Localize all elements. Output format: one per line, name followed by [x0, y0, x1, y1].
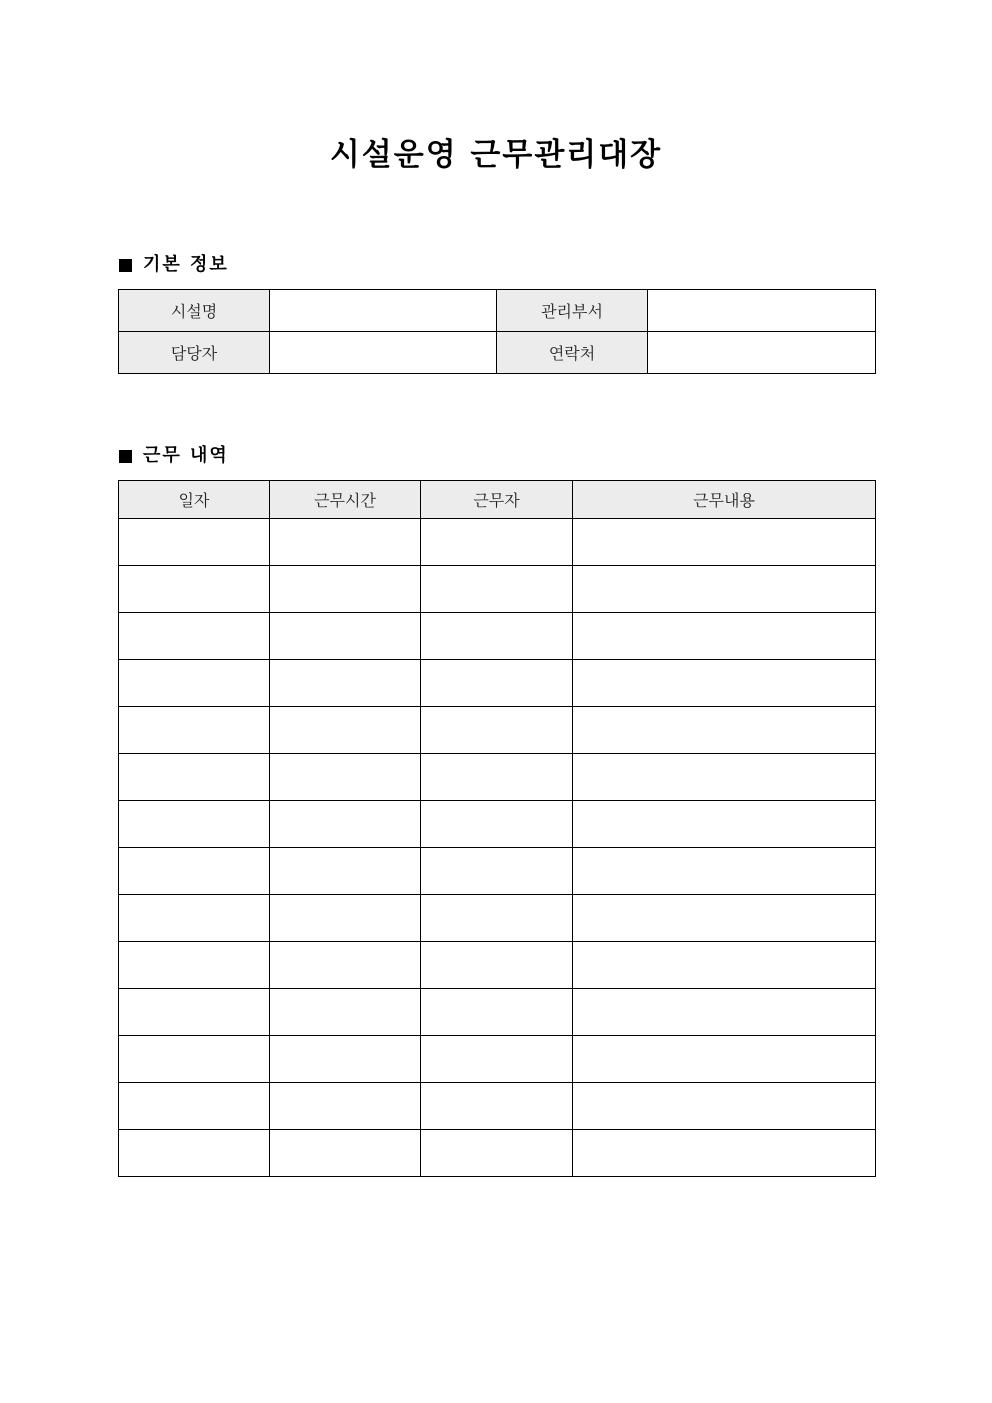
contact-field[interactable]: [648, 332, 876, 374]
work-hours-cell[interactable]: [270, 519, 421, 566]
worker-cell[interactable]: [421, 1083, 573, 1130]
work-details-cell[interactable]: [573, 848, 876, 895]
date-cell[interactable]: [119, 660, 270, 707]
manager-field[interactable]: [270, 332, 497, 374]
worker-cell[interactable]: [421, 707, 573, 754]
managing-department-field[interactable]: [648, 290, 876, 332]
date-cell[interactable]: [119, 1036, 270, 1083]
work-details-cell[interactable]: [573, 895, 876, 942]
table-row: [119, 1130, 876, 1177]
work-log-heading: [119, 445, 229, 467]
date-cell[interactable]: [119, 754, 270, 801]
basic-info-table: [118, 289, 876, 374]
work-hours-cell[interactable]: [270, 1036, 421, 1083]
work-details-cell[interactable]: [573, 1130, 876, 1177]
column-header-work-hours: 근무시간: [270, 481, 421, 519]
date-cell[interactable]: [119, 989, 270, 1036]
worker-cell[interactable]: [421, 566, 573, 613]
worker-cell[interactable]: [421, 519, 573, 566]
worker-cell[interactable]: [421, 754, 573, 801]
table-row: [119, 707, 876, 754]
facility-name-label: 시설명: [119, 290, 270, 332]
basic-info-heading-text: 기본 정보: [143, 254, 229, 275]
work-details-cell[interactable]: [573, 754, 876, 801]
column-header-work-details: 근무내용: [573, 481, 876, 519]
work-hours-cell[interactable]: [270, 1130, 421, 1177]
work-details-cell[interactable]: [573, 707, 876, 754]
work-log-heading-text: 근무 내역: [143, 445, 229, 466]
table-row: [119, 566, 876, 613]
date-cell[interactable]: [119, 848, 270, 895]
work-hours-cell[interactable]: [270, 660, 421, 707]
table-row: [119, 848, 876, 895]
managing-department-label: 관리부서: [497, 290, 648, 332]
worker-cell[interactable]: [421, 613, 573, 660]
work-details-cell[interactable]: [573, 660, 876, 707]
basic-info-row: [119, 290, 876, 332]
work-hours-cell[interactable]: [270, 566, 421, 613]
work-hours-cell[interactable]: [270, 801, 421, 848]
date-cell[interactable]: [119, 942, 270, 989]
table-row: [119, 1083, 876, 1130]
table-row: [119, 613, 876, 660]
square-bullet-icon: [119, 450, 132, 463]
worker-cell[interactable]: [421, 989, 573, 1036]
date-cell[interactable]: [119, 613, 270, 660]
date-cell[interactable]: [119, 1130, 270, 1177]
date-cell[interactable]: [119, 707, 270, 754]
work-details-cell[interactable]: [573, 519, 876, 566]
date-cell[interactable]: [119, 566, 270, 613]
table-row: [119, 660, 876, 707]
table-row: [119, 1036, 876, 1083]
table-row: [119, 519, 876, 566]
work-details-cell[interactable]: [573, 1036, 876, 1083]
table-row: [119, 989, 876, 1036]
work-details-cell[interactable]: [573, 566, 876, 613]
date-cell[interactable]: [119, 801, 270, 848]
table-row: [119, 801, 876, 848]
work-log-table: [118, 480, 876, 1177]
worker-cell[interactable]: [421, 1130, 573, 1177]
work-details-cell[interactable]: [573, 942, 876, 989]
worker-cell[interactable]: [421, 1036, 573, 1083]
manager-label: 담당자: [119, 332, 270, 374]
work-hours-cell[interactable]: [270, 942, 421, 989]
contact-label: 연락처: [497, 332, 648, 374]
worker-cell[interactable]: [421, 660, 573, 707]
worker-cell[interactable]: [421, 801, 573, 848]
work-log-header-row: [119, 481, 876, 519]
table-row: [119, 754, 876, 801]
work-hours-cell[interactable]: [270, 613, 421, 660]
facility-name-field[interactable]: [270, 290, 497, 332]
column-header-date: 일자: [119, 481, 270, 519]
worker-cell[interactable]: [421, 848, 573, 895]
work-details-cell[interactable]: [573, 613, 876, 660]
basic-info-row: [119, 332, 876, 374]
work-hours-cell[interactable]: [270, 848, 421, 895]
work-hours-cell[interactable]: [270, 1083, 421, 1130]
date-cell[interactable]: [119, 895, 270, 942]
page-title: 시설운영 근무관리대장: [329, 137, 663, 173]
worker-cell[interactable]: [421, 895, 573, 942]
work-hours-cell[interactable]: [270, 895, 421, 942]
work-details-cell[interactable]: [573, 801, 876, 848]
basic-info-heading: [119, 254, 229, 276]
column-header-worker: 근무자: [421, 481, 573, 519]
square-bullet-icon: [119, 259, 132, 272]
table-row: [119, 895, 876, 942]
work-hours-cell[interactable]: [270, 754, 421, 801]
date-cell[interactable]: [119, 1083, 270, 1130]
work-details-cell[interactable]: [573, 989, 876, 1036]
work-details-cell[interactable]: [573, 1083, 876, 1130]
work-hours-cell[interactable]: [270, 989, 421, 1036]
table-row: [119, 942, 876, 989]
work-hours-cell[interactable]: [270, 707, 421, 754]
date-cell[interactable]: [119, 519, 270, 566]
worker-cell[interactable]: [421, 942, 573, 989]
